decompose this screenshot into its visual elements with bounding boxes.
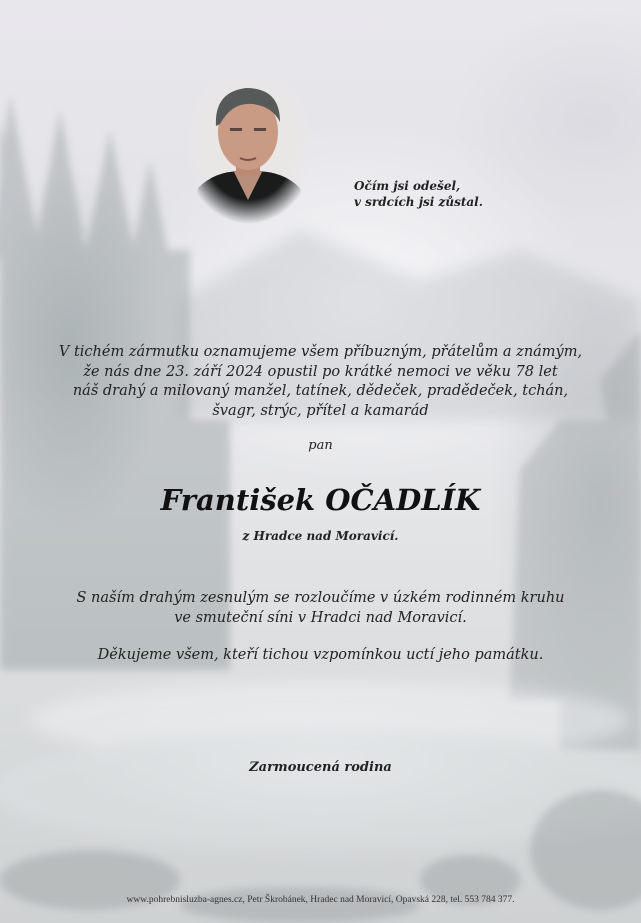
family-signature: Zarmoucená rodina xyxy=(249,760,392,775)
funeral-service-footer: www.pohrebnisluzba-agnes.cz, Petr Škrobánek, Hradec nad Moravicí, Opavská 228, tel. 553 784 377. xyxy=(126,895,515,905)
farewell-line: ve smuteční síni v Hradci nad Moravicí. xyxy=(174,609,467,626)
announcement-text xyxy=(40,343,601,421)
farewell-text xyxy=(40,589,601,628)
farewell-line: S naším drahým zesnulým se rozloučíme v úzkém rodinném kruhu xyxy=(76,590,565,606)
honorific: pan xyxy=(308,438,333,453)
announcement-line: V tichém zármutku oznamujeme všem příbuzným, přátelům a známým, xyxy=(58,344,583,360)
deceased-name: František OČADLÍK xyxy=(160,483,481,517)
deceased-origin: z Hradce nad Moravicí. xyxy=(242,529,399,543)
announcement-line: švagr, strýc, přítel a kamarád xyxy=(212,402,429,419)
quote-line-1: Očím jsi odešel, xyxy=(354,179,461,193)
announcement-line: že nás dne 23. září 2024 opustil po krátké nemoci ve věku 78 let xyxy=(83,363,558,380)
quote-line-2: v srdcích jsi zůstal. xyxy=(354,195,483,209)
deceased-portrait xyxy=(188,76,310,224)
announcement-line: náš drahý a milovaný manžel, tatínek, dědeček, pradědeček, tchán, xyxy=(72,383,569,399)
watermark: © MCBT xyxy=(601,488,627,495)
thanks-text: Děkujeme všem, kteří tichou vzpomínkou uctí jeho památku. xyxy=(97,647,544,663)
memorial-quote xyxy=(354,178,554,210)
